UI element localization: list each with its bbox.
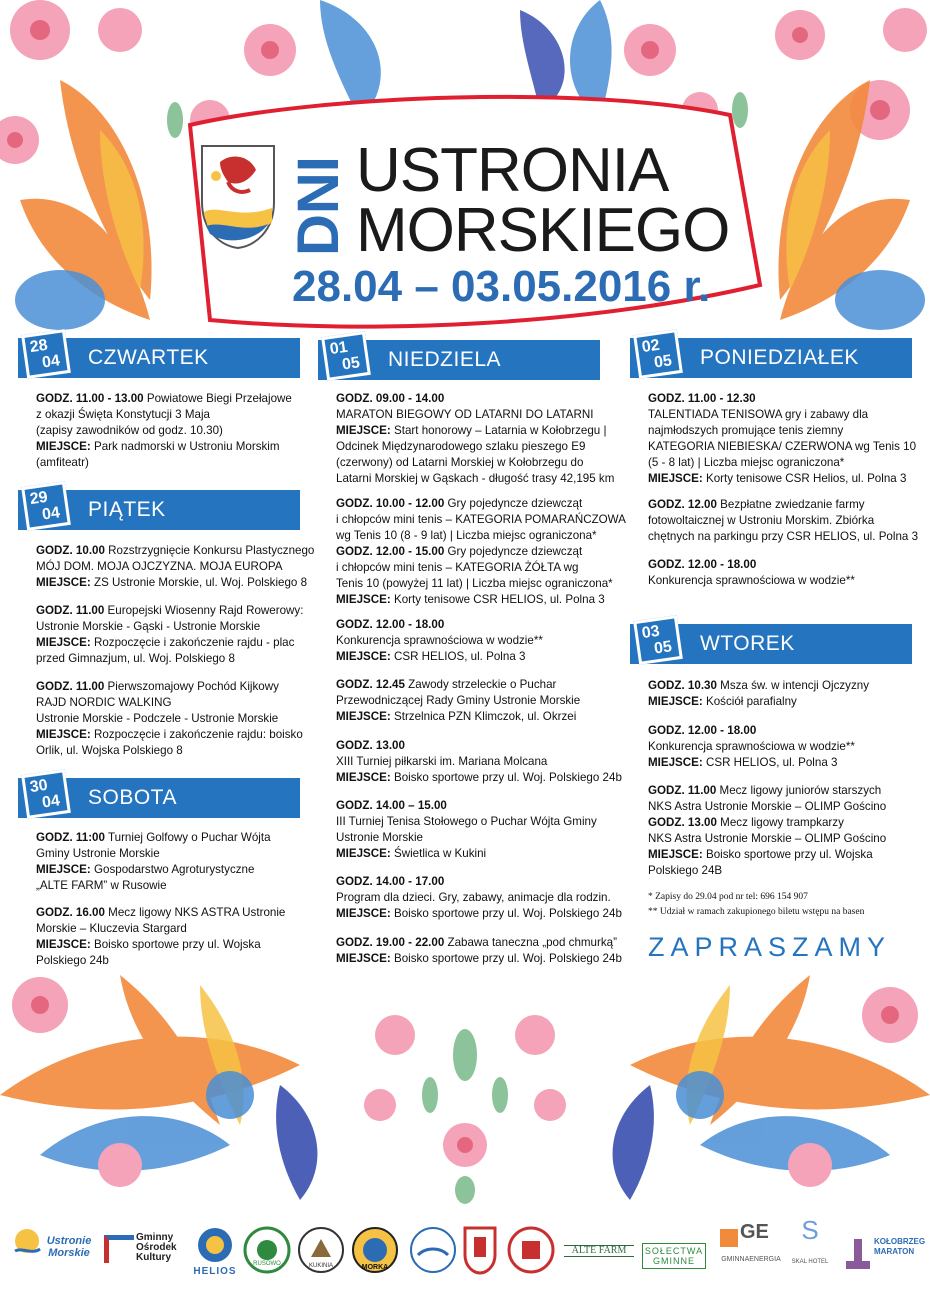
event-block: GODZ. 12.00 - 18.00 Konkurencja sprawnościowa w wodzie** MIEJSCE: CSR HELIOS, ul. Polna 3 (648, 724, 855, 769)
event-dates: 28.04 – 03.05.2016 r. (292, 262, 711, 311)
badge-icon (408, 1225, 458, 1275)
event-block: GODZ. 14.00 - 17.00 Program dla dzieci. Gry, zabawy, animacje dla rodzin. MIEJSCE: Boisko sportowe przy ul. Woj. Polskiego 24b (336, 875, 622, 920)
sponsor-logo-morka: MORKA (350, 1225, 400, 1285)
sponsor-logo-altefarm: ALTE FARM (564, 1225, 634, 1285)
lighthouse-icon (838, 1233, 878, 1273)
sponsor-logo-6 (462, 1225, 498, 1285)
event-block: GODZ. 09.00 - 14.00 MARATON BIEGOWY OD LATARNI DO LATARNI MIEJSCE: Start honorowy – Latarnia w Kołobrzegu | Odcinek Międzynarodowego szlaku pieszego E9 (czerwony) od Latarni Morskiej w Kołobrzegu do Latarni Morskiej w Gąskach - długość trasy 42,195 km (336, 392, 615, 485)
event-block: GODZ. 11.00 Pierwszomajowy Pochód Kijkowy RAJD NORDIC WALKING Ustronie Morskie - Podczele - Ustronie Morskie MIEJSCE: Rozpoczęcie i zakończenie rajdu: boisko Orlik, ul. Wojska Polskiego 8 (36, 680, 303, 757)
sponsor-logo-5 (408, 1225, 458, 1285)
folk-decoration-bottom (0, 975, 930, 1205)
event-block: GODZ. 13.00 XIII Turniej piłkarski im. Mariana Molcana MIEJSCE: Boisko sportowe przy ul. Woj. Polskiego 24b (336, 739, 622, 784)
day-header-niedziela (318, 340, 600, 380)
sponsor-logo-ustronie: Ustronie Morskie (12, 1225, 94, 1285)
footnotes: * Zapisy do 29.04 pod nr tel: 696 154 907 ** Udział w ramach zakupionego biletu wstępu na basen (648, 892, 865, 917)
event-block: GODZ. 11.00 Europejski Wiosenny Rajd Rowerowy: Ustronie Morskie - Gąski - Ustronie Morskie MIEJSCE: Rozpoczęcie i zakończenie rajdu - plac przed Gimnazjum, ul. Woj. Polskiego 8 (36, 604, 304, 665)
sponsor-logo-kukinia: KUKINIA (296, 1225, 346, 1285)
day-header-poniedzialek (630, 338, 912, 378)
date-badge: 28 04 (21, 329, 71, 379)
event-block: GODZ. 10.30 Msza św. w intencji Ojczyzny MIEJSCE: Kościół parafialny (648, 679, 869, 708)
event-block: GODZ. 12.00 Bezpłatne zwiedzanie farmy fotowoltaicznej w Ustroniu Morskim. Zbiórka chętnych na parkingu przy CSR HELIOS, ul. Polna 3 (648, 498, 919, 543)
day-header-wtorek (630, 624, 912, 664)
day-name: PONIEDZIAŁEK (700, 346, 859, 369)
date-badge: 30 04 (21, 769, 71, 819)
sponsor-logo-7 (506, 1225, 556, 1285)
badge-icon (506, 1225, 556, 1275)
day-header-czwartek (18, 338, 300, 378)
day-name: WTOREK (700, 632, 795, 655)
event-block: GODZ. 14.00 – 15.00 III Turniej Tenisa Stołowego o Puchar Wójta Gminy Ustronie Morskie MIEJSCE: Świetlica w Kukini (336, 799, 597, 860)
date-badge: 01 05 (321, 331, 371, 381)
skal-mark: S (801, 1215, 819, 1245)
sponsor-logo-maraton: KOŁOBRZEG MARATON (838, 1225, 922, 1285)
day-name: SOBOTA (88, 786, 177, 809)
event-block: GODZ. 12.00 - 18.00 Konkurencja sprawnościowa w wodzie** MIEJSCE: CSR HELIOS, ul. Polna 3 (336, 618, 543, 663)
event-block: GODZ. 11.00 - 13.00 Powiatowe Biegi Przełajowe z okazji Święta Konstytucji 3 Maja (zapisy zawodników od godz. 10.30) MIEJSCE: Park nadmorski w Ustroniu Morskim (amfiteatr) (36, 392, 292, 469)
event-block: GODZ. 16.00 Mecz ligowy NKS ASTRA Ustronie Morskie – Kluczevia Stargard MIEJSCE: Boisko sportowe przy ul. Wojska Polskiego 24b (36, 906, 286, 967)
event-block: GODZ. 10.00 - 12.00 Gry pojedyncze dziewcząt i chłopców mini tenis – KATEGORIA POMARAŃCZOWA wg Tenis 10 (8 - 9 lat) | Liczba miejsc ograniczona* GODZ. 12.00 - 15.00 Gry pojedyncze dziewcząt i chłopców mini tenis – KATEGORIA ŻÓŁTA wg Tenis 10 (powyżej 11 lat) | Liczba miejsc ograniczona* MIEJSCE: Korty tenisowe CSR HELIOS, ul. Polna 3 (336, 497, 626, 606)
sun-icon (12, 1225, 42, 1261)
zapraszamy-text: ZAPRASZAMY (648, 932, 892, 962)
sponsor-logo-solectwa: SOŁECTWA GMINNE (642, 1225, 706, 1285)
sponsor-logo-gminna-energia: GE GMINNAENERGIA (721, 1221, 781, 1263)
title-ustronia: USTRONIA (356, 136, 669, 205)
sponsor-logo-gok: Gminny Ośrodek Kultury (104, 1225, 182, 1285)
day-name: CZWARTEK (88, 346, 209, 369)
title-morskiego: MORSKIEGO (356, 196, 730, 265)
sponsor-logo-skal: S SKAL HOTEL (791, 1215, 829, 1265)
event-block: GODZ. 11.00 - 12.30 TALENTIADA TENISOWA gry i zabawy dla najmłodszych promujące tenis ziemny KATEGORIA NIEBIESKA/ CZERWONA wg Tenis 10 (5 - 8 lat) | Liczba miejsc ograniczona* MIEJSCE: Korty tenisowe CSR Helios, ul. Polna 3 (648, 392, 917, 485)
day-header-sobota (18, 778, 300, 818)
dni-label: DNI (286, 156, 351, 256)
event-block: GODZ. 11.00 Mecz ligowy juniorów starszych NKS Astra Ustronie Morskie – OLIMP Gościno GODZ. 13.00 Mecz ligowy trampkarzy NKS Astra Ustronie Morskie – OLIMP Gościno MIEJSCE: Boisko sportowe przy ul. Wojska Polskiego 24B (648, 784, 887, 877)
date-badge: 02 05 (633, 329, 683, 379)
sponsor-logo-rusowo: RUSOWO (242, 1225, 292, 1285)
event-block: GODZ. 12.45 Zawody strzeleckie o Puchar Przewodniczącej Rady Gminy Ustronie Morskie MIEJSCE: Strzelnica PZN Klimczok, ul. Okrzei (336, 678, 581, 723)
event-block: GODZ. 11:00 Turniej Golfowy o Puchar Wójta Gminy Ustronie Morskie MIEJSCE: Gospodarstwo Agroturystyczne „ALTE FARM” w Rusowie (36, 831, 271, 892)
sponsor-logo-helios: HELIOS (186, 1225, 244, 1285)
event-block: GODZ. 19.00 - 22.00 Zabawa taneczna „pod chmurką” MIEJSCE: Boisko sportowe przy ul. Woj. Polskiego 24b (336, 936, 622, 965)
helios-sun-icon (195, 1225, 235, 1265)
date-badge: 03 05 (633, 615, 683, 665)
energy-icon (720, 1229, 738, 1247)
event-block: GODZ. 10.00 Rozstrzygnięcie Konkursu Plastycznego MÓJ DOM. MOJA OJCZYZNA. MOJA EUROPA MIEJSCE: ZS Ustronie Morskie, ul. Woj. Polskiego 8 (36, 544, 315, 589)
day-name: NIEDZIELA (388, 348, 502, 371)
shield-icon (462, 1225, 498, 1275)
day-header-piatek (18, 490, 300, 530)
event-block: GODZ. 12.00 - 18.00 Konkurencja sprawnościowa w wodzie** (648, 558, 855, 587)
date-badge: 29 04 (21, 481, 71, 531)
coat-of-arms-icon (198, 142, 278, 250)
day-name: PIĄTEK (88, 498, 166, 521)
